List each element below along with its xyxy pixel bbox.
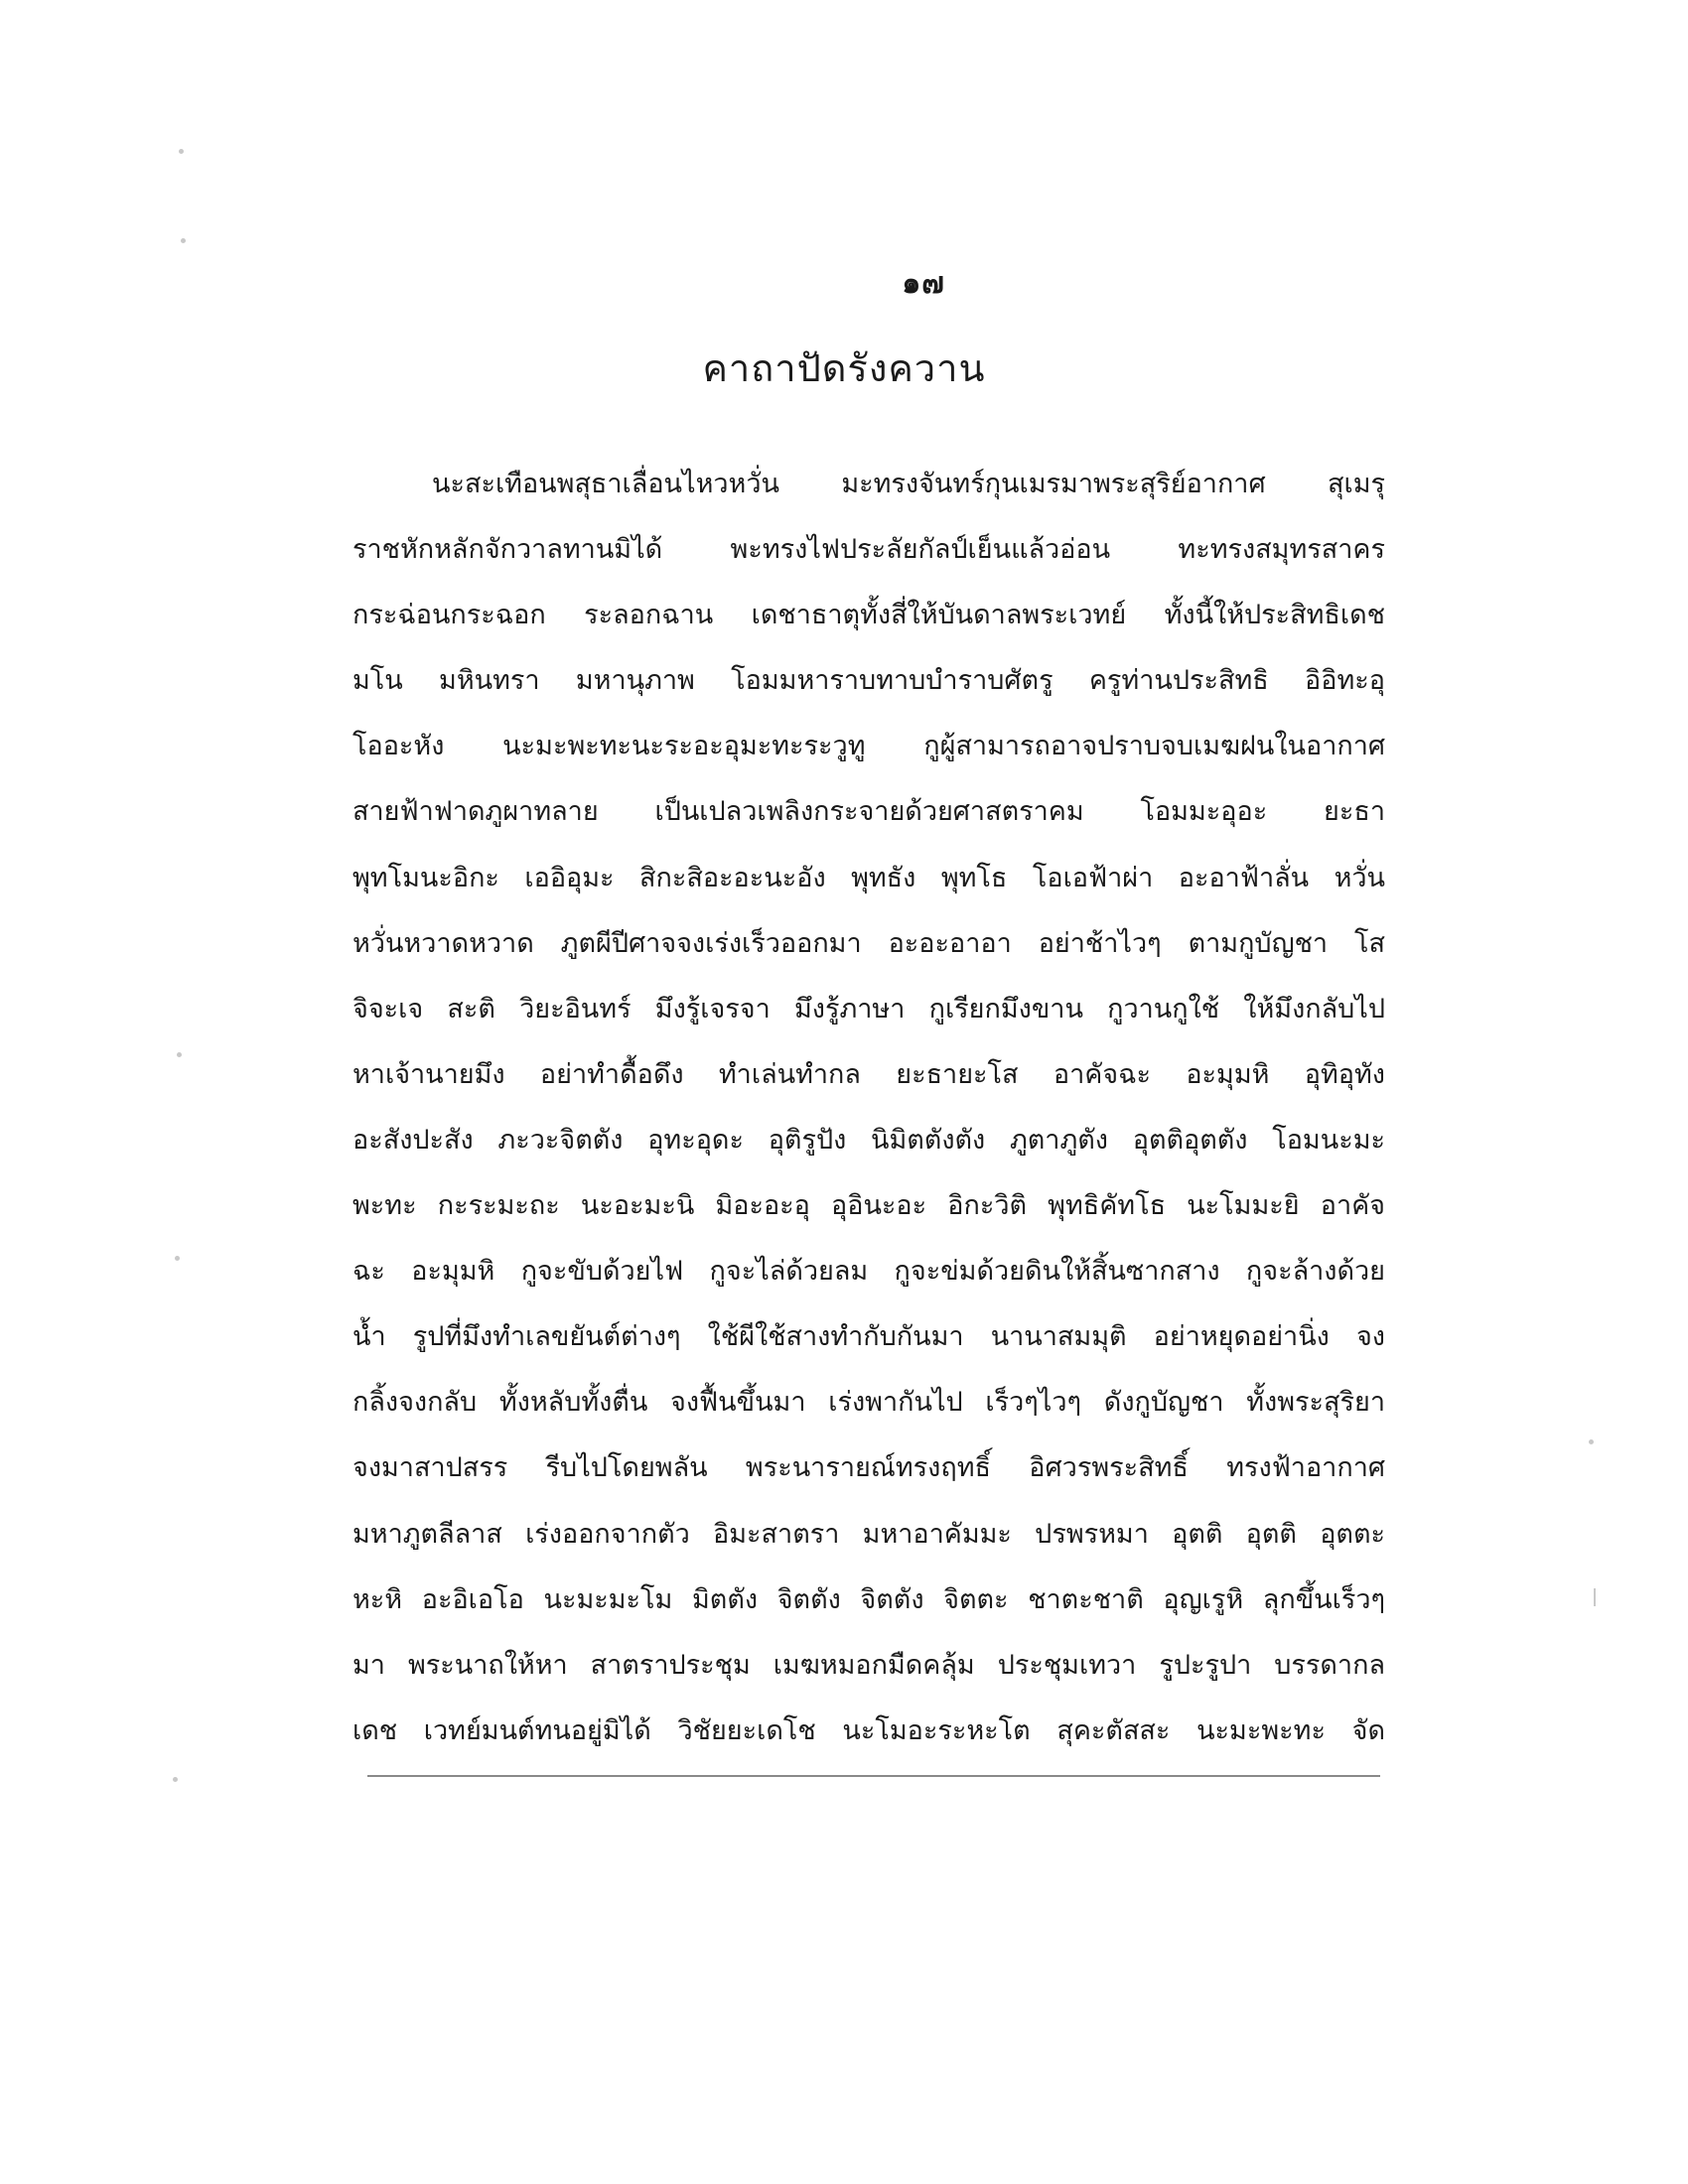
page-number: ๑๗ bbox=[902, 266, 945, 301]
scan-speck bbox=[173, 1777, 178, 1782]
text-line: อะสังปะสัง ภะวะจิตตัง อุทะอุดะ อุติรูปัง นิมิตตังตัง ภูตาภูตัง อุตติอุตตัง โอมนะมะ bbox=[352, 1124, 1385, 1156]
body-text bbox=[352, 452, 1385, 1764]
text-line: มโน มหินทรา มหานุภาพ โอมมหาราบทาบบำราบศัตรู ครูท่านประสิทธิ อิอิทะอุ bbox=[352, 665, 1385, 697]
text-line: นะสะเทือนพสุธาเลื่อนไหวหวั่น มะทรงจันทร์กุนเมรมาพระสุริย์อากาศ สุเมรุ bbox=[432, 469, 1385, 499]
scan-speck bbox=[175, 1256, 180, 1261]
scan-speck bbox=[179, 149, 184, 154]
page-title: คาถาปัดรังควาน bbox=[702, 346, 986, 390]
scan-speck bbox=[177, 1052, 182, 1057]
text-line: จิจะเจ สะติ วิยะอินทร์ มึงรู้เจรจา มึงรู้ภาษา กูเรียกมึงขาน กูวานกูใช้ ให้มึงกลับไป bbox=[352, 993, 1385, 1024]
text-line: พะทะ กะระมะถะ นะอะมะนิ มิอะอะอุ อุอินะอะ อิกะวิติ พุทธิคัทโธ นะโมมะยิ อาคัจ bbox=[352, 1190, 1385, 1222]
text-line: เดช เวทย์มนต์ทนอยู่มิได้ วิชัยยะเดโช นะโมอะระหะโต สุคะตัสสะ นะมะพะทะ จัด bbox=[352, 1714, 1385, 1746]
text-line: กลิ้งจงกลับ ทั้งหลับทั้งตื่น จงฟื้นขึ้นมา เร่งพากันไป เร็วๆไวๆ ดังกูบัญชา ทั้งพระสุริยา bbox=[352, 1387, 1385, 1419]
text-line: หะหิ อะอิเอโอ นะมะมะโม มิตตัง จิตตัง จิตตัง จิตตะ ชาตะชาติ อุญเรูหิ ลุกขึ้นเร็วๆ bbox=[352, 1583, 1385, 1615]
scan-speck bbox=[181, 238, 186, 243]
scan-rule-line bbox=[367, 1775, 1380, 1777]
text-line: โออะหัง นะมะพะทะนะระอะอุมะทะระวูทู กูผู้สามารถอาจปราบจบเมฆฝนในอากาศ bbox=[352, 731, 1385, 762]
text-line: หวั่นหวาดหวาด ภูตผีปีศาจจงเร่งเร็วออกมา อะอะอาอา อย่าช้าไวๆ ตามกูบัญชา โส bbox=[352, 927, 1385, 959]
text-line: มา พระนาถให้หา สาตราประชุม เมฆหมอกมืดคลุ้ม ประชุมเทวา รูปะรูปา บรรดากล bbox=[352, 1649, 1385, 1681]
text-line: หาเจ้านายมึง อย่าทำดื้อดึง ทำเล่นทำกล ยะธายะโส อาคัจฉะ อะมุมหิ อุทิอุทัง bbox=[352, 1058, 1385, 1090]
text-line: ราชหักหลักจักวาลทานมิได้ พะทรงไฟประลัยกัลป์เย็นแล้วอ่อน ทะทรงสมุทรสาคร bbox=[352, 534, 1385, 566]
scan-speck bbox=[1589, 1439, 1594, 1444]
scan-streak bbox=[1594, 1588, 1596, 1606]
text-line: สายฟ้าฟาดภูผาทลาย เป็นเปลวเพลิงกระจายด้วยศาสตราคม โอมมะอุอะ ยะธา bbox=[352, 796, 1385, 828]
text-line: ฉะ อะมุมหิ กูจะขับด้วยไฟ กูจะไล่ด้วยลม กูจะข่มด้วยดินให้สิ้นซากสาง กูจะล้างด้วย bbox=[352, 1256, 1385, 1288]
text-line: กระฉ่อนกระฉอก ระลอกฉาน เดชาธาตุทั้งสี่ให้บันดาลพระเวทย์ ทั้งนี้ให้ประสิทธิเดช bbox=[352, 600, 1385, 631]
text-line: น้ำ รูปที่มึงทำเลขยันต์ต่างๆ ใช้ผีใช้สางทำกับกันมา นานาสมมุติ อย่าหยุดอย่านิ่ง จง bbox=[352, 1321, 1385, 1353]
text-line: จงมาสาปสรร รีบไปโดยพลัน พระนารายณ์ทรงฤทธิ์ อิศวรพระสิทธิ์ ทรงฟ้าอากาศ bbox=[352, 1452, 1385, 1484]
text-line: พุทโมนะอิกะ เออิอุมะ สิกะสิอะอะนะอัง พุทธัง พุทโธ โอเอฟ้าผ่า อะอาฟ้าลั่น หวั่น bbox=[352, 862, 1385, 893]
text-line: มหาภูตลีลาส เร่งออกจากตัว อิมะสาตรา มหาอาคัมมะ ปรพรหมา อุตติ อุตติ อุตตะ bbox=[352, 1518, 1385, 1550]
